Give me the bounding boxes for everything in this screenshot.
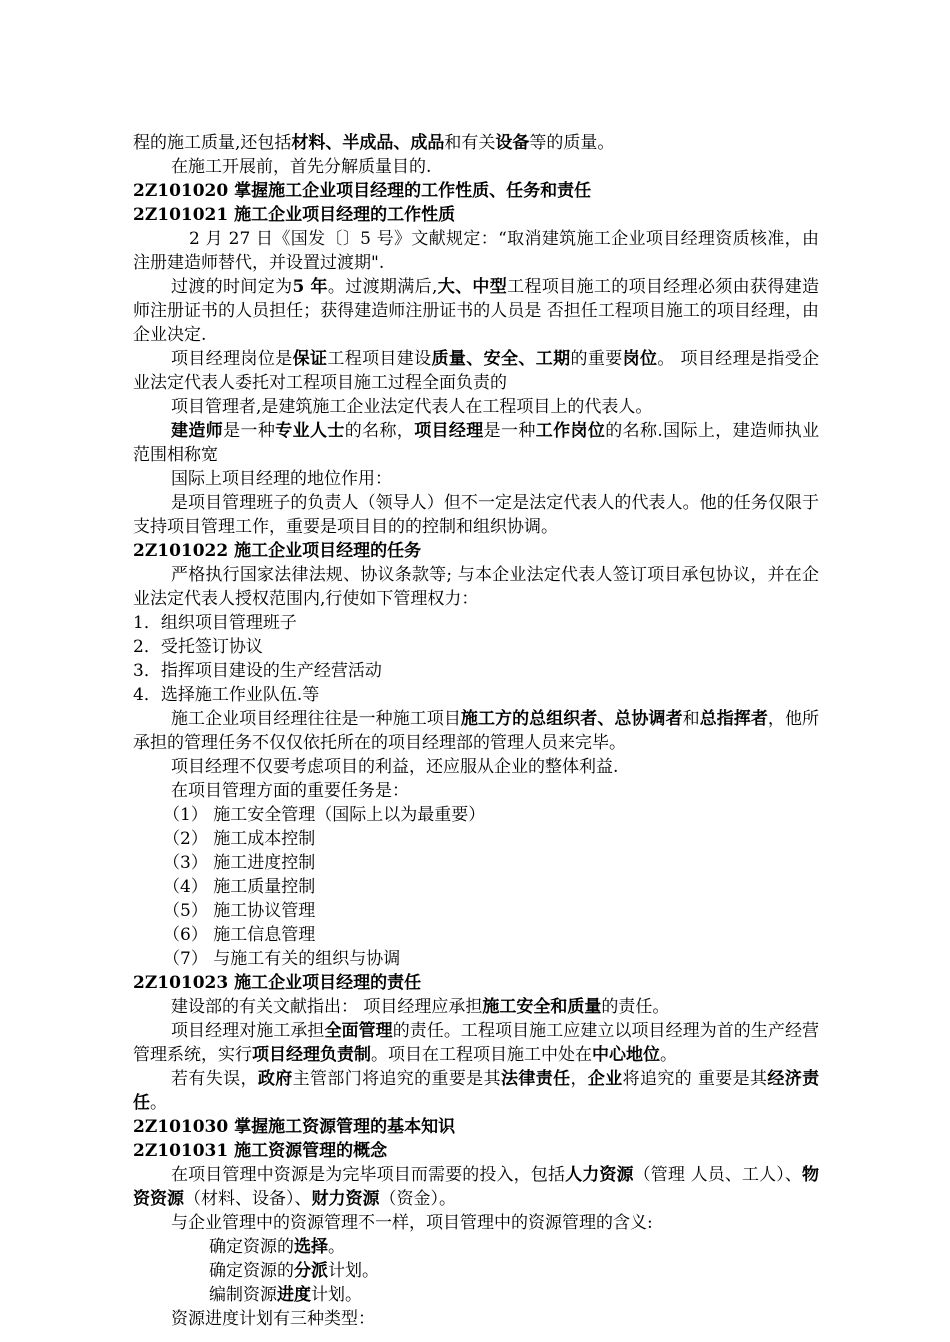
paragraph: 建设部的有关文献指出： 项目经理应承担施工安全和质量的责任。: [171, 997, 670, 1017]
list-item: 3．指挥项目建设的生产经营活动: [133, 661, 382, 681]
paragraph: 在项目管理中资源是为完毕项目而需要的投入，包括人力资源（管理 人员、工人）、物资资源（材料、设备）、财力资源（资金）。: [133, 1165, 820, 1209]
list-item: 1．组织项目管理班子: [133, 613, 297, 633]
list-item: 4．选择施工作业队伍.等: [133, 685, 320, 705]
subsection-heading: 2Z101031 施工资源管理的概念: [133, 1141, 388, 1161]
list-item: 编制资源进度计划。: [209, 1285, 362, 1305]
list-item: 确定资源的选择。: [209, 1237, 345, 1257]
paragraph: 若有失误，政府主管部门将追究的重要是其法律责任，企业将追究的 重要是其经济责任。: [133, 1069, 820, 1113]
paragraph: 项目管理者,是建筑施工企业法定代表人在工程项目上的代表人。: [171, 397, 653, 417]
paragraph: 严格执行国家法律法规、协议条款等; 与本企业法定代表人签订项目承包协议，并在企业法定代表人授权范围内,行使如下管理权力：: [133, 565, 819, 609]
list-item: （2） 施工成本控制: [163, 829, 316, 849]
section-heading: 2Z101020 掌握施工企业项目经理的工作性质、任务和责任: [133, 181, 592, 201]
list-item: （1） 施工安全管理（国际上以为最重要）: [163, 805, 486, 825]
subsection-heading: 2Z101022 施工企业项目经理的任务: [133, 541, 422, 561]
document-body: [133, 131, 819, 1331]
paragraph: 国际上项目经理的地位作用：: [171, 469, 392, 489]
list-item: 确定资源的分派计划。: [209, 1261, 379, 1281]
list-item: （4） 施工质量控制: [163, 877, 316, 897]
list-item: 2．受托签订协议: [133, 637, 263, 657]
section-heading: 2Z101030 掌握施工资源管理的基本知识: [133, 1117, 456, 1137]
paragraph: 与企业管理中的资源管理不一样，项目管理中的资源管理的含义:: [171, 1213, 653, 1233]
paragraph: 程的施工质量,还包括材料、半成品、成品和有关设备等的质量。: [133, 133, 615, 153]
list-item: （5） 施工协议管理: [163, 901, 316, 921]
subsection-heading: 2Z101023 施工企业项目经理的责任: [133, 973, 422, 993]
paragraph: 项目经理岗位是保证工程项目建设质量、安全、工期的重要岗位。 项目经理是指受企业法定代表人委托对工程项目施工过程全面负责的: [133, 349, 820, 393]
paragraph: 资源进度计划有三种类型：: [171, 1309, 375, 1329]
list-item: （6） 施工信息管理: [163, 925, 316, 945]
paragraph: 在项目管理方面的重要任务是：: [171, 781, 409, 801]
list-item: （7） 与施工有关的组织与协调: [163, 949, 401, 969]
paragraph: 施工企业项目经理往往是一种施工项目施工方的总组织者、总协调者和总指挥者，他所承担的管理任务不仅仅依托所在的项目经理部的管理人员来完毕。: [133, 709, 820, 753]
paragraph: 2 月 27 日《国发〔〕5 号》文献规定：“取消建筑施工企业项目经理资质核准，由注册建造师替代，并设置过渡期".: [133, 229, 819, 273]
list-item: （3） 施工进度控制: [163, 853, 316, 873]
paragraph: 过渡的时间定为5 年。过渡期满后,大、中型工程项目施工的项目经理必须由获得建造师注册证书的人员担任；获得建造师注册证书的人员是 否担任工程项目施工的项目经理，由企业决定.: [133, 277, 820, 345]
paragraph: 在施工开展前，首先分解质量目的.: [171, 157, 432, 177]
subsection-heading: 2Z101021 施工企业项目经理的工作性质: [133, 205, 456, 225]
paragraph: 项目经理不仅要考虑项目的利益，还应服从企业的整体利益.: [171, 757, 619, 777]
paragraph: 是项目管理班子的负责人（领导人）但不一定是法定代表人的代表人。他的任务仅限于支持项目管理工作，重要是项目目的的控制和组织协调。: [133, 493, 819, 537]
paragraph: 建造师是一种专业人士的名称，项目经理是一种工作岗位的名称.国际上，建造师执业范围相称宽: [133, 421, 820, 465]
paragraph: 项目经理对施工承担全面管理的责任。工程项目施工应建立以项目经理为首的生产经营管理系统，实行项目经理负责制。项目在工程项目施工中处在中心地位。: [133, 1021, 820, 1065]
